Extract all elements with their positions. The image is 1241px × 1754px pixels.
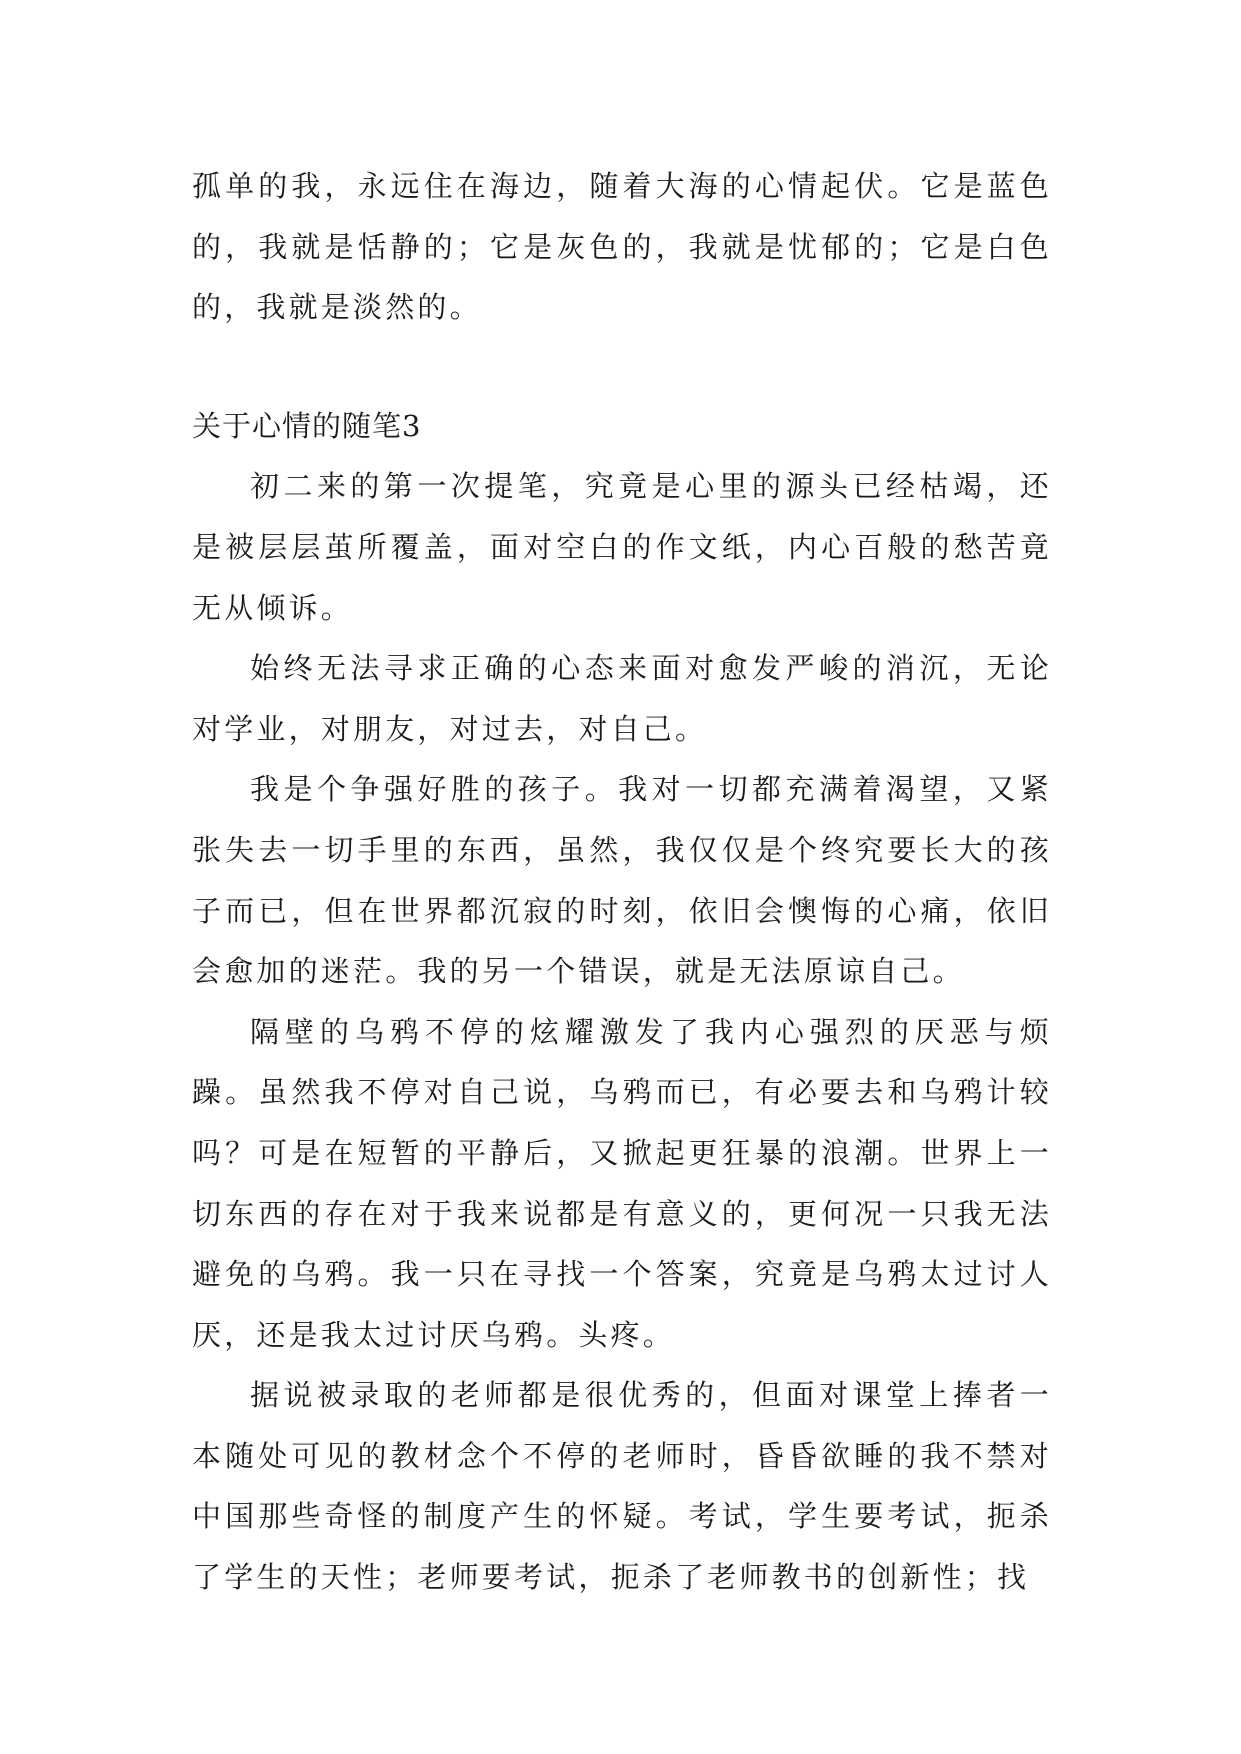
body-paragraph-3: 我是个争强好胜的孩子。我对一切都充满着渴望，又紧张失去一切手里的东西，虽然，我仅仅是个终究要长大的孩子而已，但在世界都沉寂的时刻，依旧会懊悔的心痛，依旧会愈加的迷茫。我的另一个错误，就是无法原谅自己。 [192,772,1052,989]
section-title: 关于心情的随笔3 [192,408,422,443]
document-body [192,156,1052,1608]
body-paragraph-4: 隔壁的乌鸦不停的炫耀激发了我内心强烈的厌恶与烦躁。虽然我不停对自己说，乌鸦而已，有必要去和乌鸦计较吗？可是在短暂的平静后，又掀起更狂暴的浪潮。世界上一切东西的存在对于我来说都是有意义的，更何况一只我无法避免的乌鸦。我一只在寻找一个答案，究竟是乌鸦太过讨人厌，还是我太过讨厌乌鸦。头疼。 [192,1014,1052,1352]
body-paragraph-2: 始终无法寻求正确的心态来面对愈发严峻的消沉，无论对学业，对朋友，对过去，对自己。 [192,651,1052,746]
body-paragraph-1: 初二来的第一次提笔，究竟是心里的源头已经枯竭，还是被层层茧所覆盖，面对空白的作文纸，内心百般的愁苦竟无从倾诉。 [192,469,1052,625]
body-paragraph-5: 据说被录取的老师都是很优秀的，但面对课堂上捧者一本随处可见的教材念个不停的老师时，昏昏欲睡的我不禁对中国那些奇怪的制度产生的怀疑。考试，学生要考试，扼杀了学生的天性；老师要考试，扼杀了老师教书的创新性；找 [192,1378,1052,1595]
intro-paragraph: 孤单的我，永远住在海边，随着大海的心情起伏。它是蓝色的，我就是恬静的；它是灰色的，我就是忧郁的；它是白色的，我就是淡然的。 [192,169,1052,325]
